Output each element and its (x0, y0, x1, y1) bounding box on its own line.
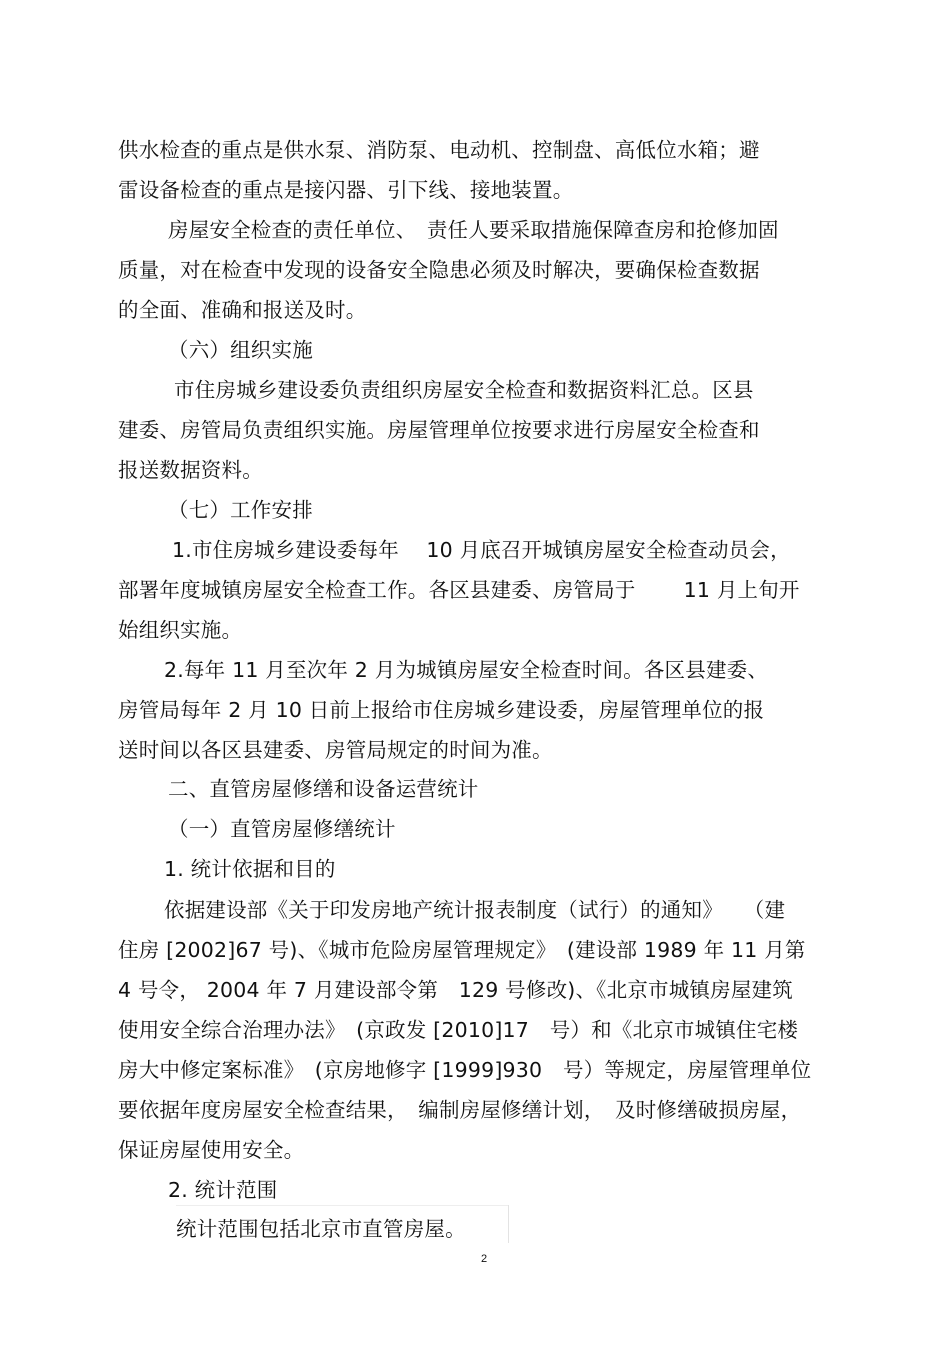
text-line: 依据建设部《关于印发房地产统计报表制度（试行）的通知》 （建 (164, 898, 786, 922)
text-line: 房管局每年 2 月 10 日前上报给市住房城乡建设委，房屋管理单位的报 (118, 698, 765, 722)
text-line: 雷设备检查的重点是接闪器、引下线、接地装置。 (118, 178, 574, 202)
text-line: 始组织实施。 (118, 618, 243, 642)
text-line: 4 号令， 2004 年 7 月建设部令第 129 号修改)、《北京市城镇房屋建筑 (118, 978, 793, 1002)
text-line: 供水检查的重点是供水泵、消防泵、电动机、控制盘、高低位水箱；避 (118, 138, 760, 162)
text-line: 保证房屋使用安全。 (118, 1138, 305, 1162)
text-line: 统计范围包括北京市直管房屋。 (176, 1217, 466, 1241)
text-line: 房屋安全检查的责任单位、 责任人要采取措施保障查房和抢修加固 (168, 218, 779, 242)
text-line: 送时间以各区县建委、房管局规定的时间为准。 (118, 738, 553, 762)
text-line: 使用安全综合治理办法》 (京政发 [2010]17 号）和《北京市城镇住宅楼 (118, 1018, 799, 1042)
section-heading: （七）工作安排 (168, 498, 313, 522)
section-heading: （一）直管房屋修缮统计 (168, 817, 396, 841)
text-line: 建委、房管局负责组织实施。房屋管理单位按要求进行房屋安全检查和 (118, 418, 760, 442)
text-line: 市住房城乡建设委负责组织房屋安全检查和数据资料汇总。区县 (174, 378, 754, 402)
text-line: 部署年度城镇房屋安全检查工作。各区县建委、房管局于 11 月上旬开 (118, 578, 800, 602)
section-heading: 2. 统计范围 (168, 1178, 278, 1202)
section-heading: 1. 统计依据和目的 (164, 857, 336, 881)
page-number: 2 (481, 1253, 488, 1265)
section-heading: （六）组织实施 (168, 338, 313, 362)
text-line: 2.每年 11 月至次年 2 月为城镇房屋安全检查时间。各区县建委、 (164, 658, 769, 682)
text-line: 质量，对在检查中发现的设备安全隐患必须及时解决，要确保检查数据 (118, 258, 760, 282)
box-border-right (508, 1205, 509, 1243)
section-heading: 二、直管房屋修缮和设备运营统计 (168, 777, 479, 801)
text-line: 的全面、准确和报送及时。 (118, 298, 367, 322)
text-line: 报送数据资料。 (118, 458, 263, 482)
text-line: 要依据年度房屋安全检查结果， 编制房屋修缮计划， 及时修缮破损房屋， (118, 1098, 802, 1122)
text-line: 1.市住房城乡建设委每年 10 月底召开城镇房屋安全检查动员会， (172, 538, 791, 562)
text-line: 房大中修定案标准》 (京房地修字 [1999]930 号）等规定，房屋管理单位 (118, 1058, 812, 1082)
text-line: 住房 [2002]67 号)、《城市危险房屋管理规定》 (建设部 1989 年 11 月第 (118, 938, 806, 962)
box-border-top (176, 1205, 509, 1206)
